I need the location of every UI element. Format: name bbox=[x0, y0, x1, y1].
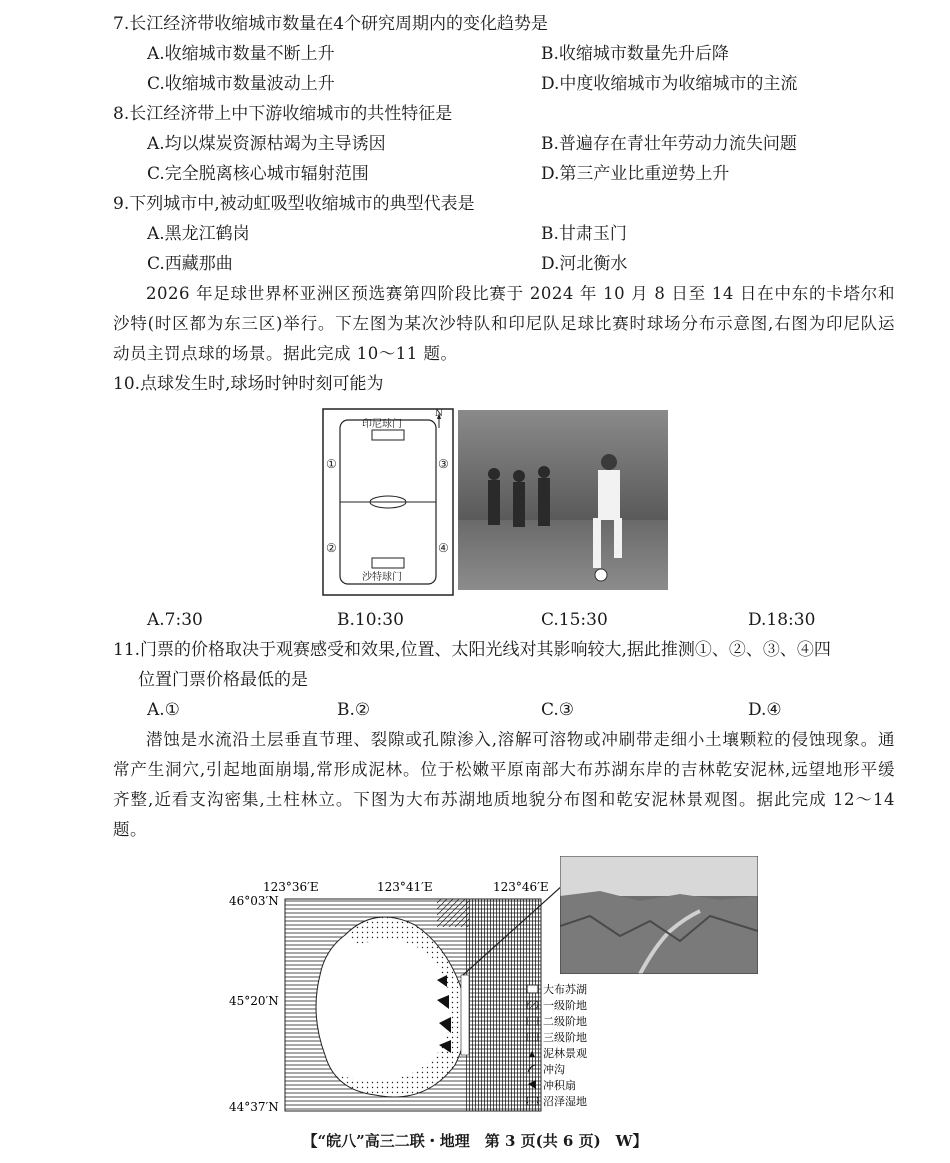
q8-stem: 8.长江经济带上中下游收缩城市的共性特征是 bbox=[113, 104, 453, 124]
q9-option-b: B.甘肃玉门 bbox=[541, 224, 627, 244]
top-goal-label: 印尼球门 bbox=[362, 419, 402, 430]
bottom-goal-label: 沙特球门 bbox=[362, 572, 402, 583]
north-arrow-label: N bbox=[435, 409, 443, 419]
legend-terrace-2: 二级阶地 bbox=[543, 1016, 587, 1028]
q9-option-a: A.黑龙江鹤岗 bbox=[147, 224, 250, 244]
q10-option-a: A.7:30 bbox=[147, 610, 203, 630]
q10-option-c: C.15:30 bbox=[541, 610, 608, 630]
q10-option-b: B.10:30 bbox=[337, 610, 404, 630]
lon-label-1: 123°36′E bbox=[263, 880, 319, 894]
legend-wetland: 沼泽湿地 bbox=[543, 1096, 587, 1108]
q7-option-a: A.收缩城市数量不断上升 bbox=[147, 44, 335, 64]
q11-option-d: D.④ bbox=[748, 700, 782, 720]
position-1: ① bbox=[326, 457, 337, 471]
q11-stem-line2: 位置门票价格最低的是 bbox=[138, 670, 308, 690]
legend-mud-forest: 泥林景观 bbox=[543, 1048, 587, 1060]
legend-terrace-1: 一级阶地 bbox=[543, 1000, 587, 1012]
q10-stem: 10.点球发生时,球场时钟时刻可能为 bbox=[113, 374, 384, 394]
q10-option-d: D.18:30 bbox=[748, 610, 816, 630]
lat-label-2: 45°20′N bbox=[229, 994, 279, 1008]
lon-label-3: 123°46′E bbox=[493, 880, 549, 894]
passage-football: 2026 年足球世界杯亚洲区预选赛第四阶段比赛于 2024 年 10 月 8 日至 14 日在中东的卡塔尔和沙特(时区都为东三区)举行。下左图为某次沙特队和印尼队足球比赛时球场分布示意图,右图为印尼队运动员主罚点球的场景。据此完成 10～11 题。 bbox=[113, 284, 895, 363]
q9-option-c: C.西藏那曲 bbox=[147, 254, 233, 274]
q7-option-b: B.收缩城市数量先升后降 bbox=[541, 44, 729, 64]
q8-option-c: C.完全脱离核心城市辐射范围 bbox=[147, 164, 369, 184]
q9-option-d: D.河北衡水 bbox=[541, 254, 628, 274]
legend-terrace-3: 三级阶地 bbox=[543, 1032, 587, 1044]
q9-stem: 9.下列城市中,被动虹吸型收缩城市的典型代表是 bbox=[113, 194, 475, 214]
legend-alluvial-fan: 冲积扇 bbox=[543, 1080, 576, 1092]
lat-label-3: 44°37′N bbox=[229, 1100, 279, 1114]
q8-option-d: D.第三产业比重逆势上升 bbox=[541, 164, 730, 184]
passage-erosion: 潜蚀是水流沿土层垂直节理、裂隙或孔隙渗入,溶解可溶物或冲刷带走细小土壤颗粒的侵蚀现象。通常产生洞穴,引起地面崩塌,常形成泥林。位于松嫩平原南部大布苏湖东岸的吉林乾安泥林,远望地形平缓齐整,近看支沟密集,土柱林立。下图为大布苏湖地质地貌分布图和乾安泥林景观图。据此完成 12～14 题。 bbox=[113, 730, 895, 839]
q11-option-a: A.① bbox=[147, 700, 180, 720]
lat-label-1: 46°03′N bbox=[229, 894, 279, 908]
legend-gully: 冲沟 bbox=[543, 1064, 565, 1076]
lon-label-2: 123°41′E bbox=[377, 880, 433, 894]
penalty-kick-photo bbox=[458, 410, 668, 590]
q11-option-b: B.② bbox=[337, 700, 371, 720]
position-3: ③ bbox=[438, 457, 449, 471]
q8-option-b: B.普遍存在青壮年劳动力流失问题 bbox=[541, 134, 797, 154]
legend-lake: 大布苏湖 bbox=[543, 984, 587, 996]
position-2: ② bbox=[326, 541, 337, 555]
q11-stem-line1: 11.门票的价格取决于观赛感受和效果,位置、太阳光线对其影响较大,据此推测①、②、③、④四 bbox=[113, 640, 831, 660]
position-4: ④ bbox=[438, 541, 449, 555]
mud-forest-landscape-photo bbox=[560, 856, 758, 974]
q11-option-c: C.③ bbox=[541, 700, 575, 720]
football-field-diagram bbox=[322, 408, 454, 596]
q7-option-c: C.收缩城市数量波动上升 bbox=[147, 74, 335, 94]
page-footer: 【“皖八”高三二联・地理 第 3 页(共 6 页) W】 bbox=[302, 1132, 648, 1150]
q7-option-d: D.中度收缩城市为收缩城市的主流 bbox=[541, 74, 798, 94]
q8-option-a: A.均以煤炭资源枯竭为主导诱因 bbox=[147, 134, 386, 154]
q7-stem: 7.长江经济带收缩城市数量在4个研究周期内的变化趋势是 bbox=[113, 14, 549, 34]
